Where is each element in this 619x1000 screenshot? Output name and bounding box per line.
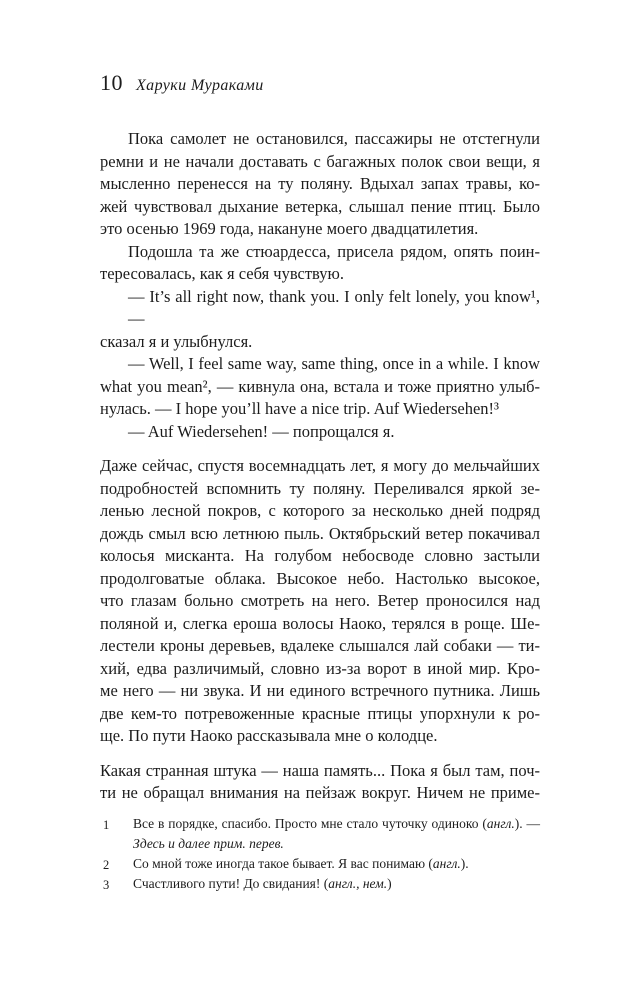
paragraph (100, 760, 540, 805)
text-line: ремни и не начали доставать с багажных полок свои вещи, я (100, 151, 540, 171)
footnote-number: 3 (103, 877, 110, 892)
footnote (100, 874, 540, 894)
book-page (100, 70, 540, 894)
text-line: Какая странная штука — наша память... Пока я был там, поч- (100, 760, 540, 780)
body-text (100, 128, 540, 805)
text-line: продолговатые облака. Высокое небо. Настолько высокое, (100, 568, 540, 588)
text-line: хий, едва различимый, словно из-за ворот в иной мир. Кро- (100, 658, 540, 678)
text-line: мысленно перенесся на ту поляну. Вдыхал запах травы, ко- (100, 174, 540, 193)
text-line: ме него — ни звука. И ни единого встречного путника. Лишь (100, 681, 540, 700)
text-line: сказал я и улыбнулся. (100, 331, 253, 351)
footnotes (100, 814, 540, 894)
text-line: ще. По пути Наоко рассказывала мне о колодце. (100, 726, 438, 745)
footnote (100, 814, 540, 854)
text-line: — Auf Wiedersehen! — попрощался я. (128, 421, 395, 441)
paragraph (100, 421, 540, 444)
text-line: дождь смыл всю летнюю пыль. Октябрьский ветер покачивал (100, 523, 540, 543)
footnote-number: 1 (103, 817, 110, 832)
text-line: Даже сейчас, спустя восемнадцать лет, я могу до мельчайших (100, 456, 540, 475)
paragraph (100, 128, 540, 241)
text-line: что глазам больно смотреть на него. Ветер проносился над (100, 591, 540, 610)
text-line: нулась. — I hope you’ll have a nice trip. Auf Wiedersehen!³ (100, 399, 499, 418)
text-line: ленью лесной покров, с которого за несколько дней подряд (100, 501, 540, 520)
text-line: what you mean², — кивнула она, встала и тоже приятно улыб- (100, 376, 540, 396)
footnote-text: Все в порядке, спасибо. Просто мне стало чуточку одиноко (англ.). — Здесь и далее прим. перев. (133, 815, 540, 851)
footnote (100, 854, 540, 874)
text-line: жей чувствовал дыхание ветерка, слышал пение птиц. Было (100, 196, 540, 216)
text-line: — Well, I feel same way, same thing, once in a while. I know (128, 354, 540, 373)
text-line: это осенью 1969 года, накануне моего двадцатилетия. (100, 219, 479, 238)
running-title-author: Харуки Мураками (136, 77, 264, 94)
text-line: подробностей вспомнить ту поляну. Переливался яркой зе- (100, 478, 540, 498)
text-line: Пока самолет не остановился, пассажиры не отстегнули (128, 129, 540, 148)
text-line: ти не обращал внимания на пейзаж вокруг. Ничем не приме- (100, 783, 540, 802)
text-line: Подошла та же стюардесса, присела рядом, опять поин- (128, 241, 540, 261)
running-head (100, 70, 540, 99)
text-line: колосья мисканта. На голубом небосводе словно застыли (100, 546, 540, 565)
text-line: две кем-то потревоженные красные птицы упорхнули к ро- (100, 703, 540, 723)
page-number: 10 (100, 70, 123, 95)
paragraph (100, 241, 540, 286)
footnote-number: 2 (103, 857, 110, 872)
footnote-text: Со мной тоже иногда такое бывает. Я вас понимаю (англ.). (133, 855, 469, 871)
text-line: лестели кроны деревьев, вдалеке слышался лай собаки — ти- (100, 636, 540, 655)
paragraph (100, 353, 540, 421)
paragraph (100, 286, 540, 354)
text-line: тересовалась, как я себя чувствую. (100, 264, 344, 283)
paragraph (100, 455, 540, 748)
footnote-text: Счастливого пути! До свидания! (англ., нем.) (133, 875, 392, 891)
text-line: — It’s all right now, thank you. I only felt lonely, you know¹, — (128, 286, 540, 328)
text-line: поляной и, слегка ероша волосы Наоко, терялся в роще. Ше- (100, 613, 540, 633)
